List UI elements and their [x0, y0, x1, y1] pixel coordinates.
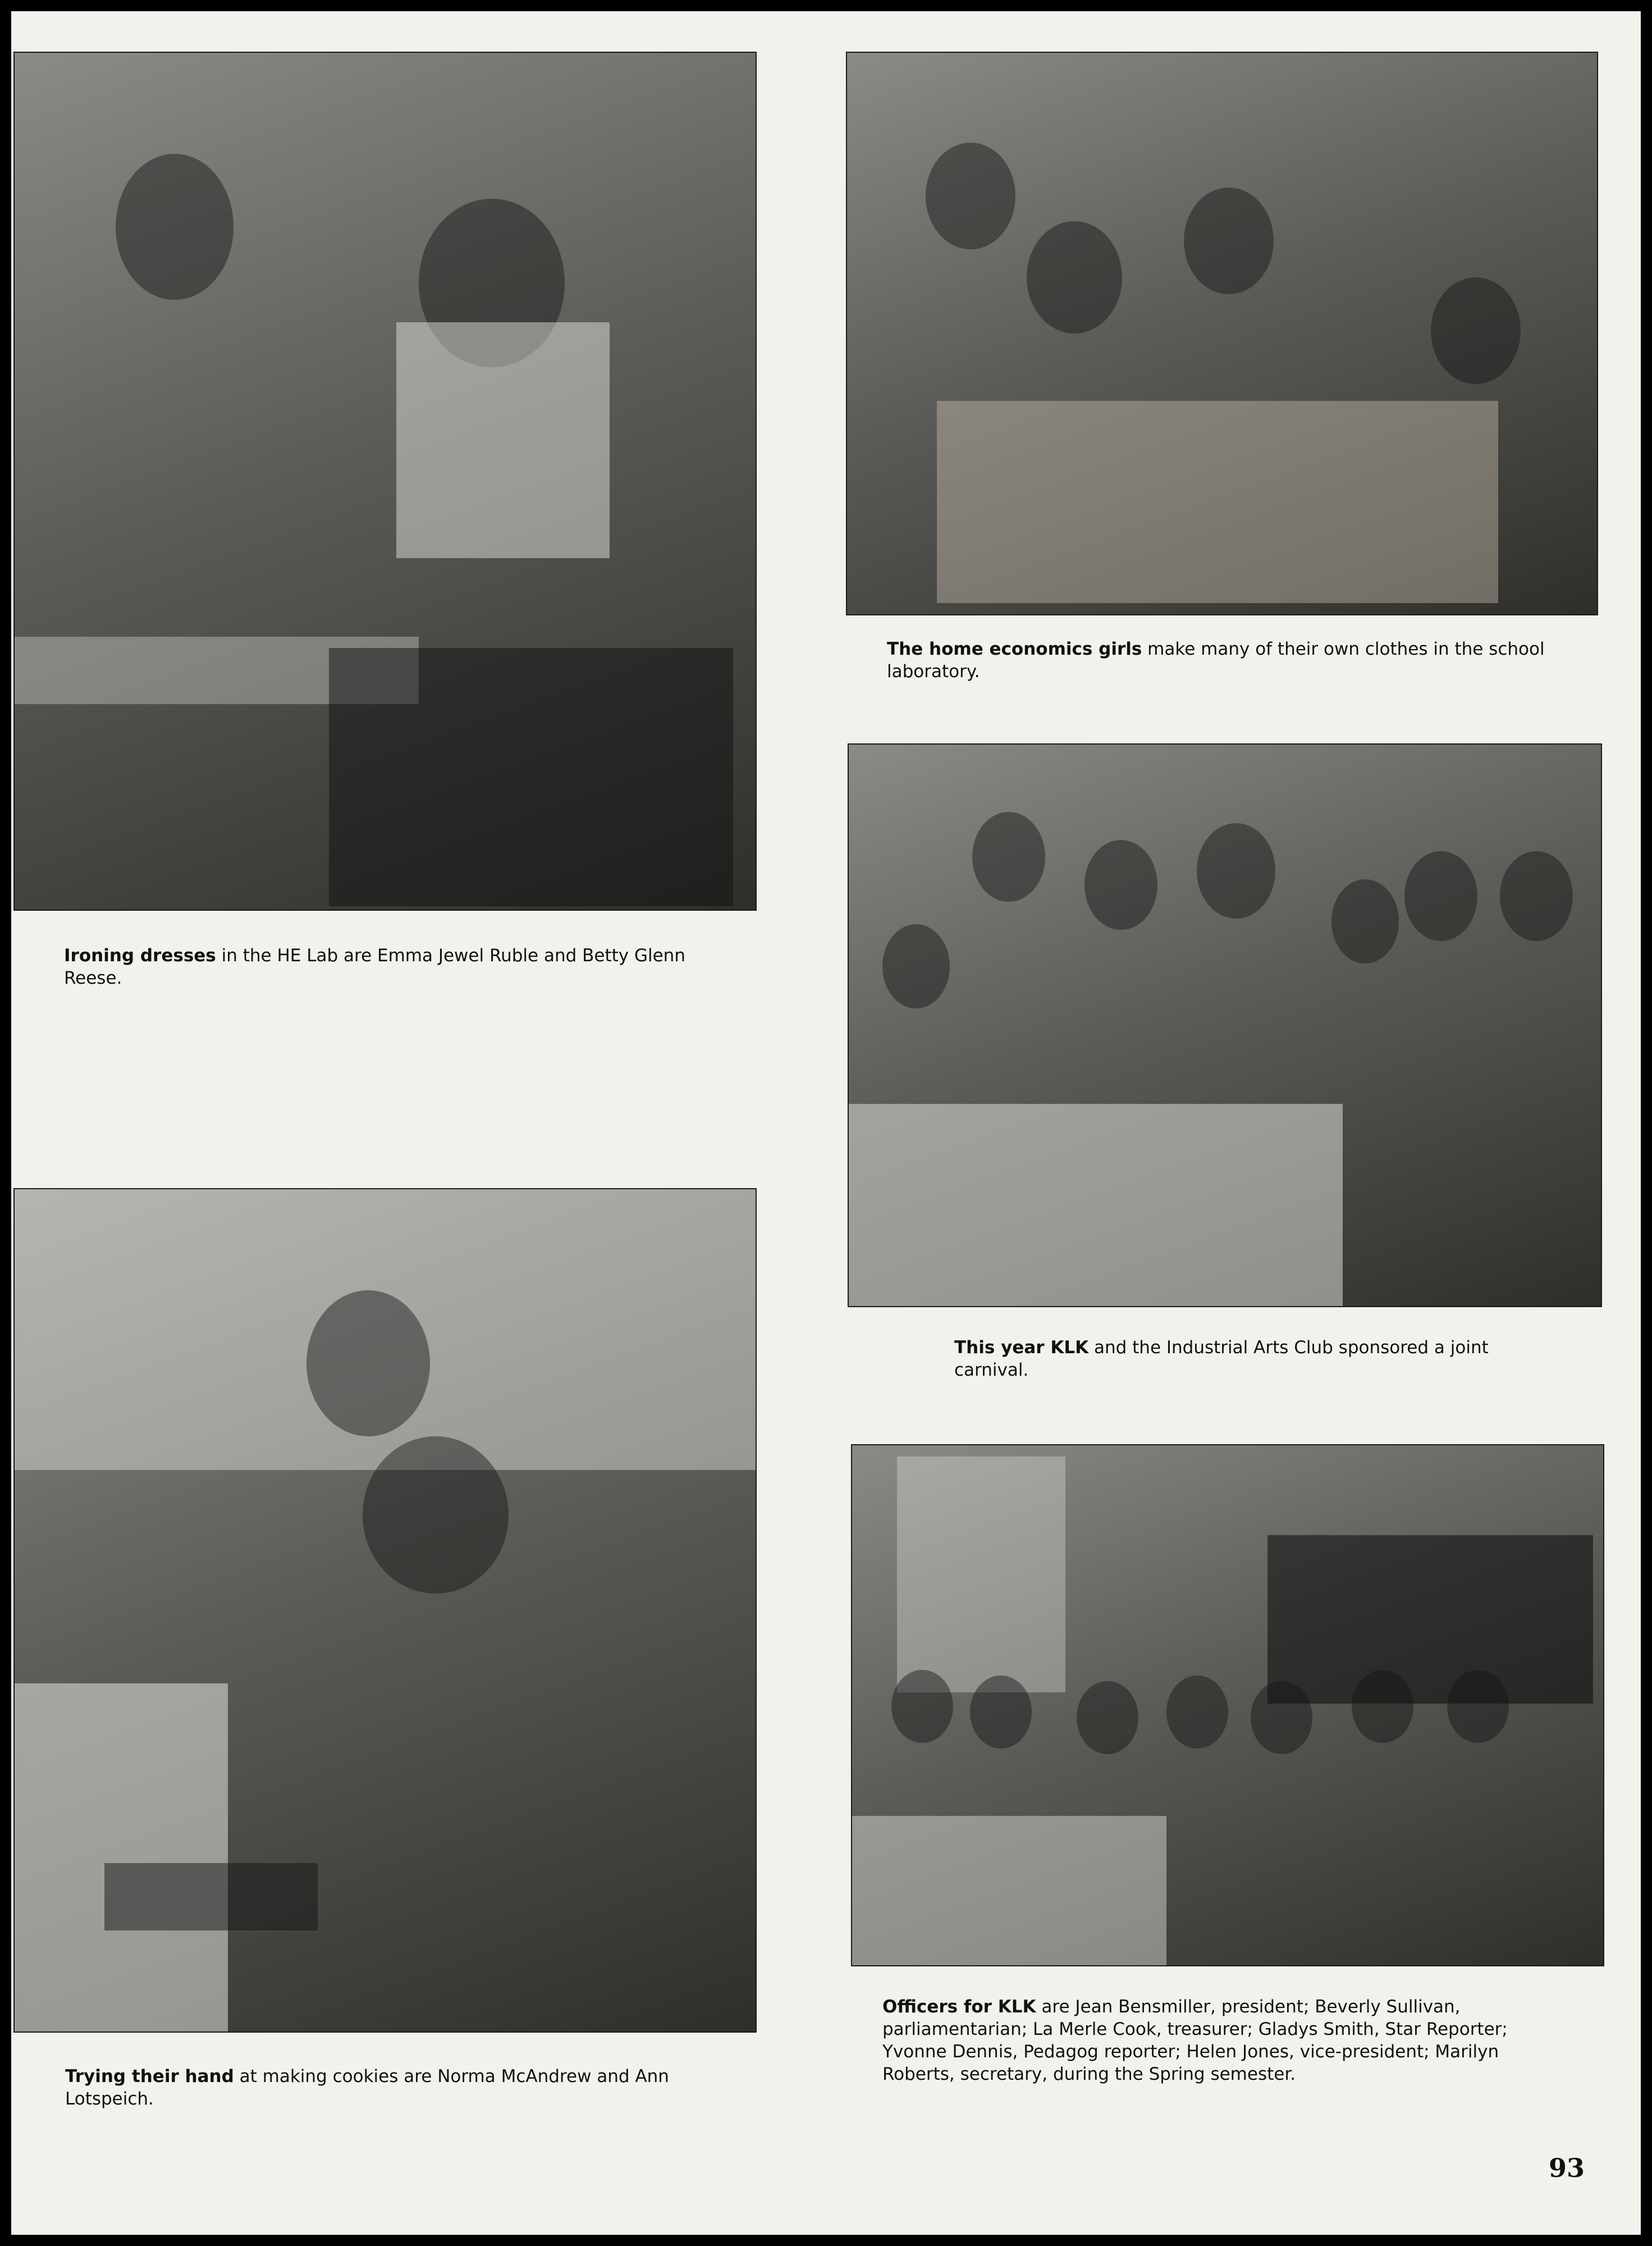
caption-lead: This year KLK	[954, 1337, 1089, 1358]
caption-lead: Trying their hand	[65, 2066, 234, 2087]
caption-home-economics-girls	[887, 638, 1561, 683]
photo-making-cookies	[13, 1188, 757, 2033]
photo-ironing-dresses	[13, 52, 757, 911]
caption-text: at making cookies are Norma McAndrew and Ann Lotspeich.	[65, 2066, 669, 2109]
caption-text: make many of their own clothes in the school laboratory.	[887, 639, 1545, 682]
caption-klk-officers	[882, 1996, 1556, 2085]
page-number: 93	[1548, 2153, 1585, 2183]
caption-klk-carnival	[954, 1336, 1561, 1381]
caption-lead: Officers for KLK	[882, 1997, 1036, 2017]
caption-text: in the HE Lab are Emma Jewel Ruble and Betty Glenn Reese.	[64, 946, 685, 988]
caption-text: are Jean Bensmiller, president; Beverly Sullivan, parliamentarian; La Merle Cook, treasurer; Gladys Smith, Star Reporter; Yvonne Dennis, Pedagog reporter; Helen Jones, vice-president; Marilyn Roberts, secretary, during the Spring semester.	[882, 1997, 1508, 2084]
yearbook-page	[11, 11, 1641, 2235]
photo-home-economics-girls	[846, 52, 1598, 615]
photo-klk-officers	[851, 1444, 1604, 1966]
caption-ironing-dresses	[64, 944, 726, 989]
photo-klk-carnival	[848, 743, 1602, 1307]
caption-making-cookies	[65, 2065, 727, 2110]
caption-lead: The home economics girls	[887, 639, 1142, 659]
caption-text: and the Industrial Arts Club sponsored a joint carnival.	[954, 1337, 1489, 1380]
caption-lead: Ironing dresses	[64, 946, 216, 966]
